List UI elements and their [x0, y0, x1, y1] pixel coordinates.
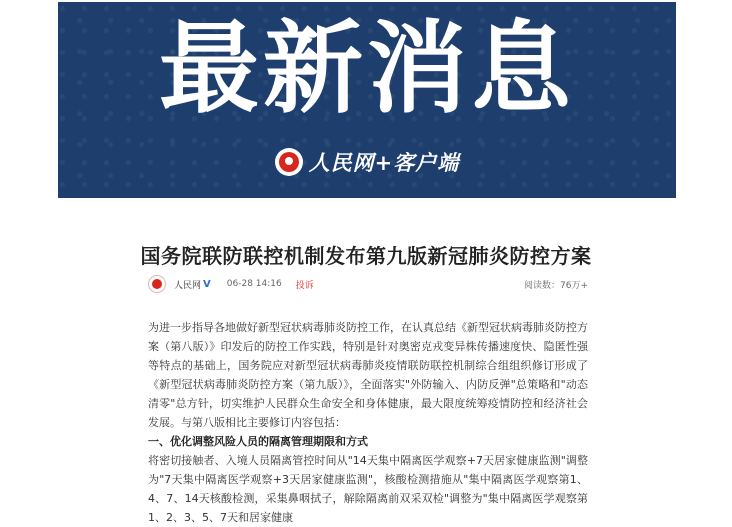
banner	[58, 2, 676, 198]
report-link[interactable]: 投诉	[295, 280, 314, 291]
article-meta	[148, 274, 588, 294]
article-title: 国务院联防联控机制发布第九版新冠肺炎防控方案	[140, 244, 592, 268]
paragraph: 为进一步指导各地做好新型冠状病毒肺炎防控工作，在认真总结《新型冠状病毒肺炎防控方案（第八版）》印发后的防控工作实践，特别是针对奥密克戎变异株传播速度快、隐匿性强等特点的基础上，国务院应对新型冠状病毒肺炎疫情联防联控机制综合组组织修订形成了《新型冠状病毒肺炎防控方案（第九版）》，全面落实"外防输入、内防反弹"总策略和"动态清零"总方针，切实维护人民群众生命安全和身体健康，最大限度统筹疫情防控和经济社会发展。与第八版相比主要修订内容包括：	[148, 321, 588, 429]
section-heading: 一、优化调整风险人员的隔离管理期限和方式	[148, 435, 368, 448]
article-body	[148, 318, 588, 527]
brand-text: 人民网+客户端	[308, 150, 460, 175]
verified-icon: V	[203, 278, 211, 290]
publish-time: 06-28 14:16	[226, 279, 282, 289]
source-name[interactable]: 人民网	[174, 280, 202, 291]
brand	[58, 147, 676, 177]
people-daily-logo-icon	[275, 148, 303, 176]
banner-title: 最新消息	[159, 10, 575, 127]
source-avatar-icon[interactable]	[148, 275, 166, 293]
view-count: 阅读数：76万+	[524, 280, 588, 291]
paragraph: 将密切接触者、入境人员隔离管控时间从"14天集中隔离医学观察+7天居家健康监测"调整为"7天集中隔离医学观察+3天居家健康监测"，核酸检测措施从"集中隔离医学观察第1、4、7、14天核酸检测，采集鼻咽拭子，解除隔离前双采双检"调整为"集中隔离医学观察第1、2、3、5、7天和居家健康	[148, 454, 588, 524]
